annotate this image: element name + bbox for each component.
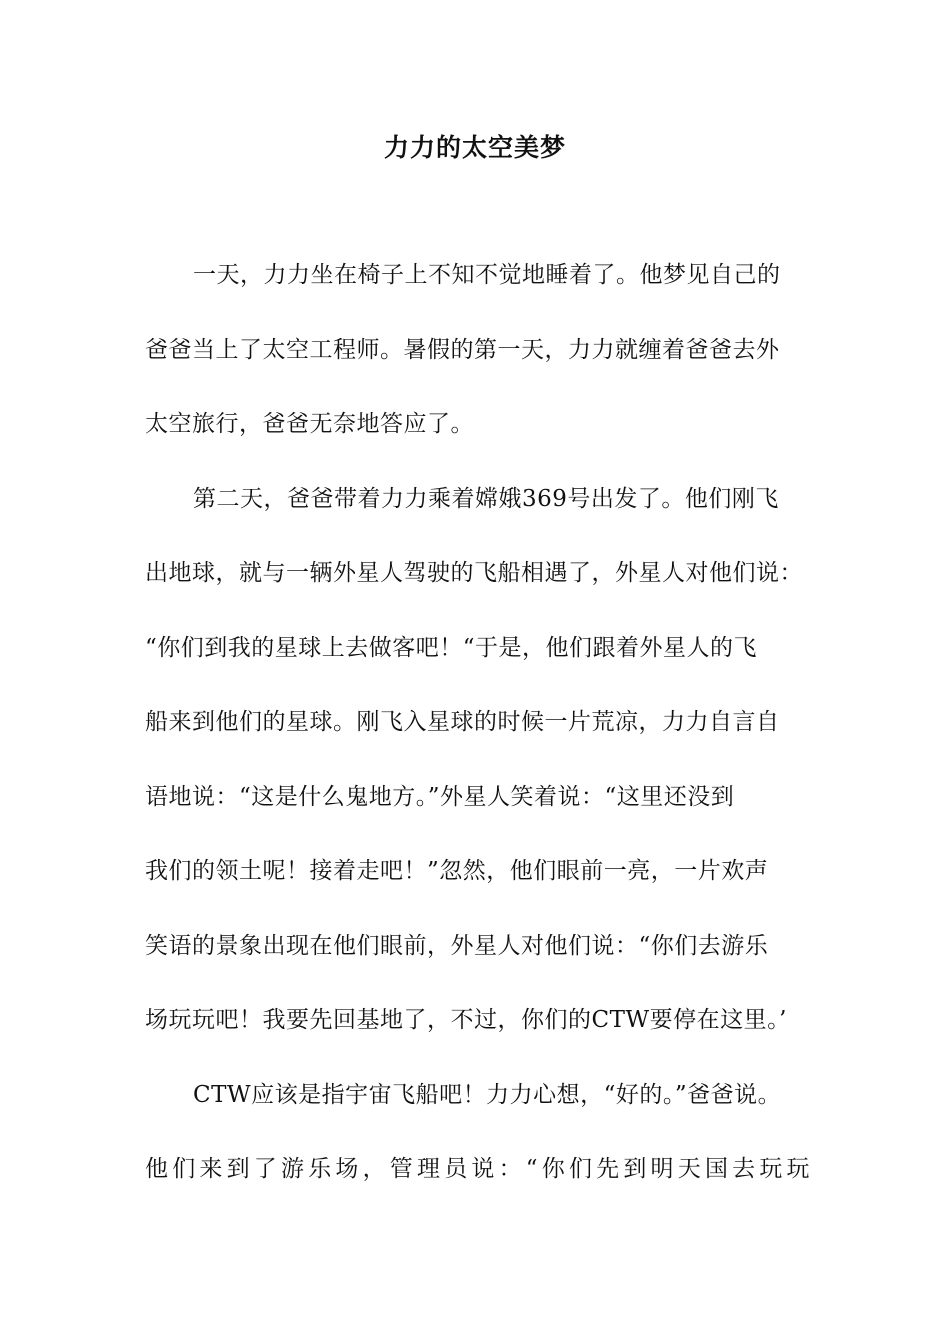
paragraph-line: CTW应该是指宇宙飞船吧！力力心想，“好的。”爸爸说。 (193, 1081, 782, 1108)
paragraph-line: 他们来到了游乐场，管理员说：“你们先到明天国去玩玩 (145, 1156, 814, 1182)
paragraph-line: 出地球，就与一辆外星人驾驶的飞船相遇了，外星人对他们说： (145, 560, 803, 586)
paragraph-line: 语地说：“这是什么鬼地方。”外星人笑着说：“这里还没到 (145, 783, 735, 810)
document-title: 力力的太空美梦 (383, 133, 566, 162)
paragraph-line: 船来到他们的星球。刚飞入星球的时候一片荒凉，力力自言自 (145, 709, 780, 735)
paragraph-line: 笑语的景象出现在他们眼前，外星人对他们说：“你们去游乐 (145, 932, 769, 959)
paragraph-line: “你们到我的星球上去做客吧！“于是，他们跟着外星人的飞 (145, 634, 758, 661)
paragraph-line: 一天，力力坐在椅子上不知不觉地睡着了。他梦见自己的 (193, 262, 781, 288)
paragraph-line: 第二天，爸爸带着力力乘着嫦娥369号出发了。他们刚飞 (193, 485, 779, 512)
paragraph-line: 太空旅行，爸爸无奈地答应了。 (145, 411, 474, 437)
paragraph-line: 我们的领土呢！接着走吧！”忽然，他们眼前一亮，一片欢声 (145, 858, 769, 884)
document-body (145, 254, 835, 1223)
paragraph-line: 场玩玩吧！我要先回基地了，不过，你们的CTW要停在这里。’ (145, 1007, 787, 1033)
paragraph-line: 爸爸当上了太空工程师。暑假的第一天，力力就缠着爸爸去外 (145, 336, 780, 363)
